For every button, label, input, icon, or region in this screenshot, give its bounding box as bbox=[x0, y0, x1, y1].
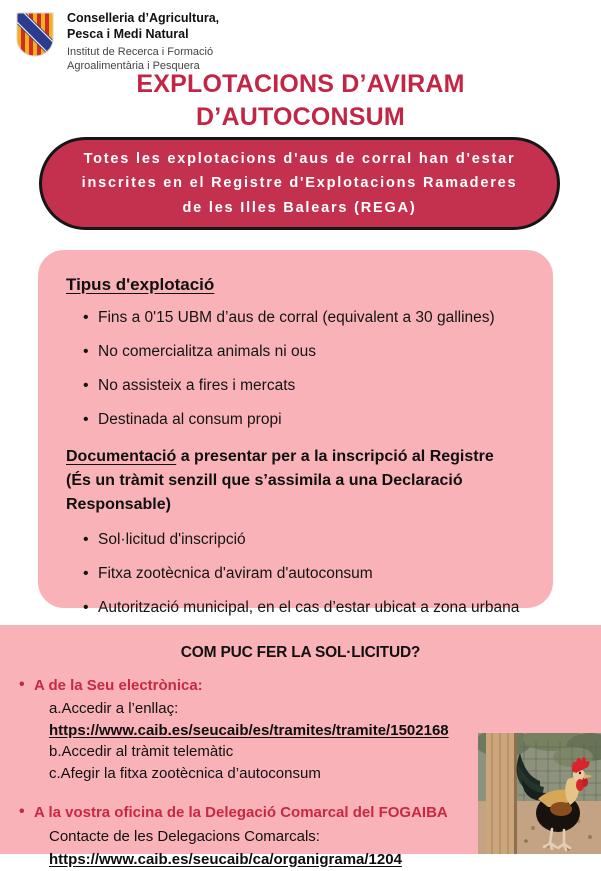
step-b-prefix: b. bbox=[49, 743, 62, 760]
govern-balears-coat-of-arms-icon bbox=[14, 11, 56, 61]
step-a-text: Accedir a l’enllaç: bbox=[61, 700, 179, 717]
footer-heading: COM PUC FER LA SOL·LICITUD? bbox=[180, 644, 421, 661]
rega-banner bbox=[39, 137, 560, 230]
rooster-photo bbox=[478, 733, 601, 854]
list-item: • Autorització municipal, en el cas d’estar ubicat a zona urbana bbox=[98, 599, 537, 617]
documentacio-rest: a presentar per a la inscripció al Registre bbox=[176, 448, 494, 465]
option-oficina-fogaiba: • A la vostra oficina de la Delegació Comarcal del FOGAIBA bbox=[16, 803, 476, 822]
rega-banner-text: Totes les explotacions d'aus de corral han d'estar inscrites en el Registre d'Explotacions Ramaderes de les Illes Balears (REGA) bbox=[81, 150, 518, 216]
step-b-text: Accedir al tràmit telemàtic bbox=[61, 743, 234, 760]
documentacio-underlined: Documentació bbox=[66, 448, 177, 465]
list-item: • Fins a 0'15 UBM d’aus de corral (equivalent a 30 gallines) bbox=[98, 309, 537, 327]
section-title-tipus: Tipus d'explotació bbox=[66, 275, 215, 294]
list-item: • Fitxa zootècnica d'aviram d'autoconsum bbox=[98, 565, 537, 583]
institute-line2: Agroalimentària i Pesquera bbox=[67, 60, 200, 72]
list-item: • Sol·licitud d'inscripció bbox=[98, 531, 537, 549]
footer-section bbox=[0, 625, 601, 868]
list-item: • No assisteix a fires i mercats bbox=[98, 377, 537, 395]
page-title bbox=[0, 68, 601, 134]
step-b bbox=[49, 741, 479, 763]
list-item: • Destinada al consum propi bbox=[98, 411, 537, 429]
organigrama-link[interactable]: https://www.caib.es/seucaib/ca/organigrama/1204 bbox=[49, 850, 402, 868]
info-box bbox=[38, 250, 553, 616]
section-title-documentacio bbox=[66, 445, 537, 517]
step-a-prefix: a. bbox=[49, 700, 62, 717]
rooster-illustration bbox=[478, 733, 601, 854]
header-text bbox=[67, 11, 219, 73]
org-name-line2: Pesca i Medi Natural bbox=[67, 26, 189, 41]
page-title-line2: D’AUTOCONSUM bbox=[196, 103, 405, 131]
tramite-link[interactable]: https://www.caib.es/seucaib/es/tramites/tramite/1502168 bbox=[49, 721, 449, 739]
step-c-prefix: c. bbox=[49, 764, 61, 782]
page-title-line1: EXPLOTACIONS D’AVIRAM bbox=[136, 70, 465, 98]
list-item: • No comercialitza animals ni ous bbox=[98, 343, 537, 361]
org-name-line1: Conselleria d’Agricultura, bbox=[67, 11, 220, 25]
contact-block bbox=[49, 826, 469, 871]
institute-line1: Institut de Recerca i Formació bbox=[67, 46, 214, 58]
step-c bbox=[49, 763, 479, 785]
step-a bbox=[49, 698, 479, 741]
documentacio-subtitle: (És un tràmit senzill que s’assimila a una Declaració Responsable) bbox=[66, 472, 463, 513]
step-c-text: Afegir la fitxa zootècnica d’autoconsum bbox=[60, 764, 321, 782]
header bbox=[14, 11, 219, 73]
contact-label: Contacte de les Delegacions Comarcals: bbox=[49, 828, 320, 845]
option-seu-electronica: • A de la Seu electrònica: bbox=[16, 676, 476, 695]
tipus-bullet-list bbox=[62, 309, 537, 429]
documentacio-bullet-list bbox=[62, 531, 537, 617]
